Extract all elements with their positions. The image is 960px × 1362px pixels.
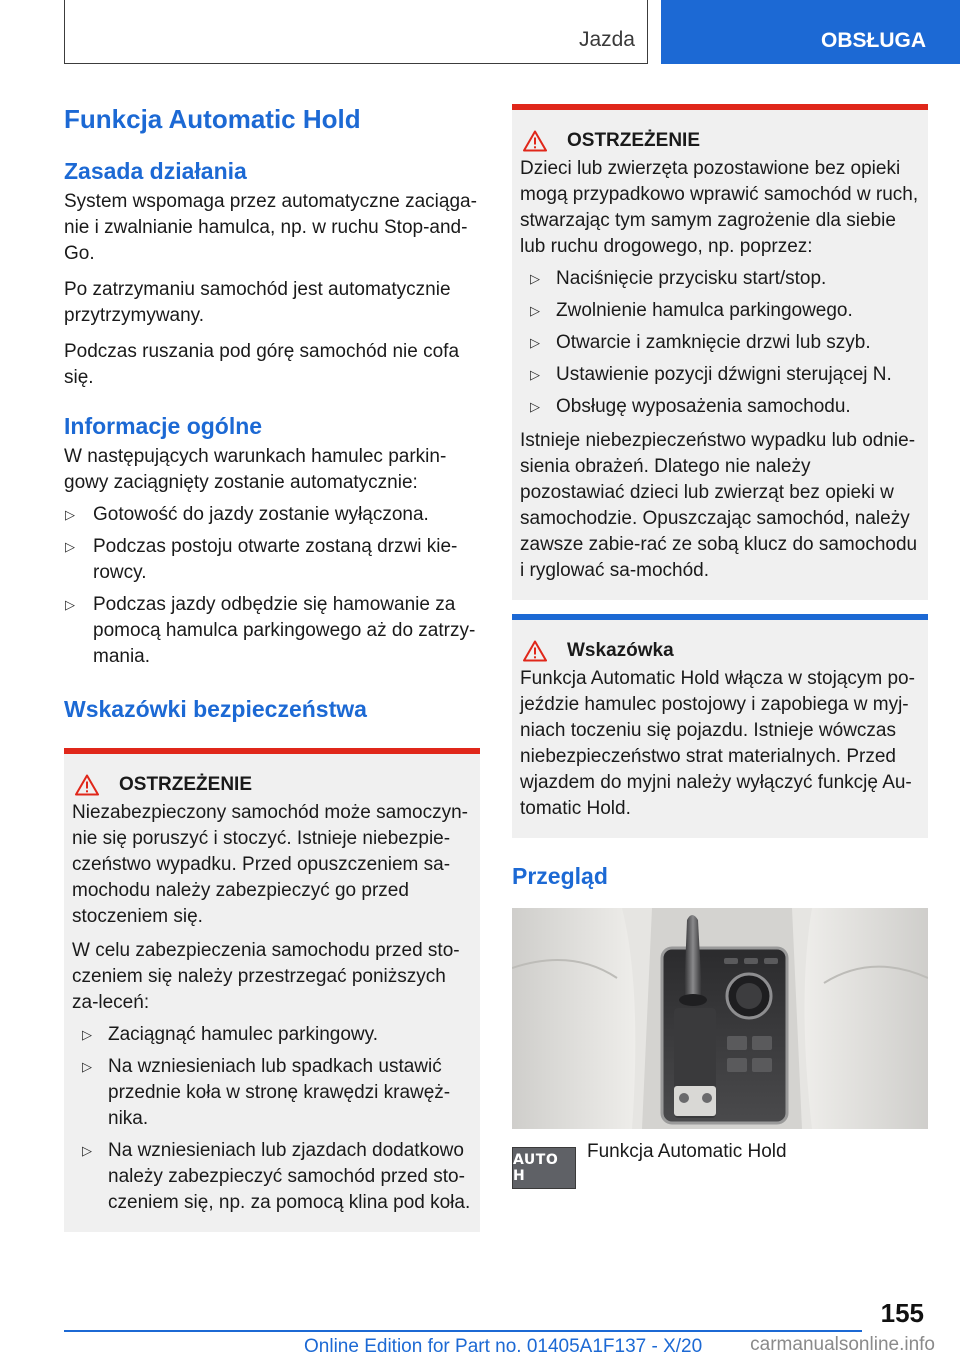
triangle-bullet-icon: ▷ xyxy=(65,597,75,612)
warning-triangle-icon xyxy=(75,774,99,796)
list-item: ▷ Otwarcie i zamknięcie drzwi lub szyb. xyxy=(520,330,920,356)
center-console-photo xyxy=(512,908,928,1129)
footer-watermark: carmanualsonline.info xyxy=(750,1334,935,1355)
left-column xyxy=(64,100,480,1232)
note-box xyxy=(512,614,928,838)
warning-box-right xyxy=(512,104,928,600)
triangle-bullet-icon: ▷ xyxy=(82,1027,92,1042)
warning-list xyxy=(520,266,920,420)
triangle-bullet-icon: ▷ xyxy=(82,1143,92,1158)
list-item: ▷ Naciśnięcie przycisku start/stop. xyxy=(520,266,920,292)
general-list xyxy=(64,502,480,670)
note-text: Funkcja Automatic Hold włącza w stojącym po-jeździe hamulec postojowy i zapobiega w myj-niach toczeniu się pojazdu. Istnieje wówczas niebezpieczeństwo strat materialnych. Przed wjazdem do myjni należy wyłączyć funkcję Au-tomatic Hold. xyxy=(520,668,915,819)
list-item: ▷ Podczas postoju otwarte zostaną drzwi kie-rowcy. xyxy=(65,536,458,583)
principle-p3: Podczas ruszania pod górę samochód nie cofa się. xyxy=(64,341,460,388)
footer-divider xyxy=(64,1330,862,1332)
principle-p2: Po zatrzymaniu samochód jest automatycznie przytrzymywany. xyxy=(64,279,451,326)
warning-triangle-icon xyxy=(523,130,547,152)
warning-list xyxy=(72,1022,472,1216)
header-section-label: Jazda xyxy=(578,28,635,51)
warning-title: OSTRZEŻENIE xyxy=(72,772,472,798)
heading-general: Informacje ogólne xyxy=(64,413,263,439)
right-column xyxy=(512,104,928,1189)
warning-triangle-icon xyxy=(523,640,547,662)
triangle-bullet-icon: ▷ xyxy=(530,399,540,414)
list-item: ▷ Ustawienie pozycji dźwigni sterującej N. xyxy=(520,362,920,388)
warning-text: Istnieje niebezpieczeństwo wypadku lub odnie-sienia obrażeń. Dlatego nie należy pozostawiać dzieci lub zwierząt bez opieki w samochodzie. Opuszczając samochód, należy zawsze zabie-rać ze sobą klucz do samochodu i ryglować sa-mochód. xyxy=(520,430,918,581)
list-item: ▷ Gotowość do jazdy zostanie wyłączona. xyxy=(64,502,480,528)
triangle-bullet-icon: ▷ xyxy=(530,335,540,350)
caption-row xyxy=(512,1141,928,1189)
warning-text: Niezabezpieczony samochód może samoczyn-nie się poruszyć i stoczyć. Istnieje niebezpie-czeństwo wypadku. Przed opuszczeniem sa-mochodu należy zabezpieczyć go przed stoczeniem się. xyxy=(72,802,469,927)
list-item: ▷ Podczas jazdy odbędzie się hamowanie za pomocą hamulca parkingowego aż do zatrzy-mania. xyxy=(65,594,476,667)
triangle-bullet-icon: ▷ xyxy=(530,367,540,382)
heading-overview: Przegląd xyxy=(512,863,608,889)
list-item: ▷ Zaciągnąć hamulec parkingowy. xyxy=(72,1022,472,1048)
heading-principle: Zasada działania xyxy=(64,158,247,184)
photo-caption: Funkcja Automatic Hold xyxy=(587,1141,787,1162)
triangle-bullet-icon: ▷ xyxy=(82,1059,92,1074)
principle-p1: System wspomaga przez automatyczne zaciąga-nie i zwalnianie hamulca, np. w ruchu Stop-and-Go. xyxy=(64,191,477,264)
auto-hold-button-icon: AUTO H xyxy=(512,1147,576,1189)
heading-safety: Wskazówki bezpieczeństwa xyxy=(64,696,367,722)
list-item: ▷ Na wzniesieniach lub zjazdach dodatkowo należy zabezpieczyć samochód przed sto-czeniem się, np. za pomocą klina pod koła. xyxy=(82,1140,471,1213)
triangle-bullet-icon: ▷ xyxy=(65,539,75,554)
note-title: Wskazówka xyxy=(520,638,920,664)
triangle-bullet-icon: ▷ xyxy=(65,507,75,522)
triangle-bullet-icon: ▷ xyxy=(530,303,540,318)
warning-title: OSTRZEŻENIE xyxy=(520,128,920,154)
list-item: ▷ Obsługę wyposażenia samochodu. xyxy=(520,394,920,420)
page-title: Funkcja Automatic Hold xyxy=(64,104,361,134)
footer-edition: Online Edition for Part no. 01405A1F137 - X/20 xyxy=(304,1336,703,1357)
page-number: 155 xyxy=(880,1298,924,1328)
warning-text: Dzieci lub zwierzęta pozostawione bez opieki mogą przypadkowo wprawić samochód w ruch, stwarzając tym samym zagrożenie dla siebie lub ruchu drogowego, np. poprzez: xyxy=(520,158,919,257)
warning-box-left xyxy=(64,748,480,1232)
warning-text: W celu zabezpieczenia samochodu przed sto-czeniem się należy przestrzegać poniższych za-leceń: xyxy=(72,940,460,1013)
header-chapter-tab[interactable]: OBSŁUGA xyxy=(661,0,960,64)
list-item: ▷ Zwolnienie hamulca parkingowego. xyxy=(520,298,920,324)
center-console-illustration xyxy=(512,908,928,1129)
list-item: ▷ Na wzniesieniach lub spadkach ustawić przednie koła w stronę krawędzi krawęż-nika. xyxy=(82,1056,451,1129)
header-frame xyxy=(64,0,648,64)
general-intro: W następujących warunkach hamulec parkin-gowy zaciągnięty zostanie automatycznie: xyxy=(64,446,447,493)
triangle-bullet-icon: ▷ xyxy=(530,271,540,286)
